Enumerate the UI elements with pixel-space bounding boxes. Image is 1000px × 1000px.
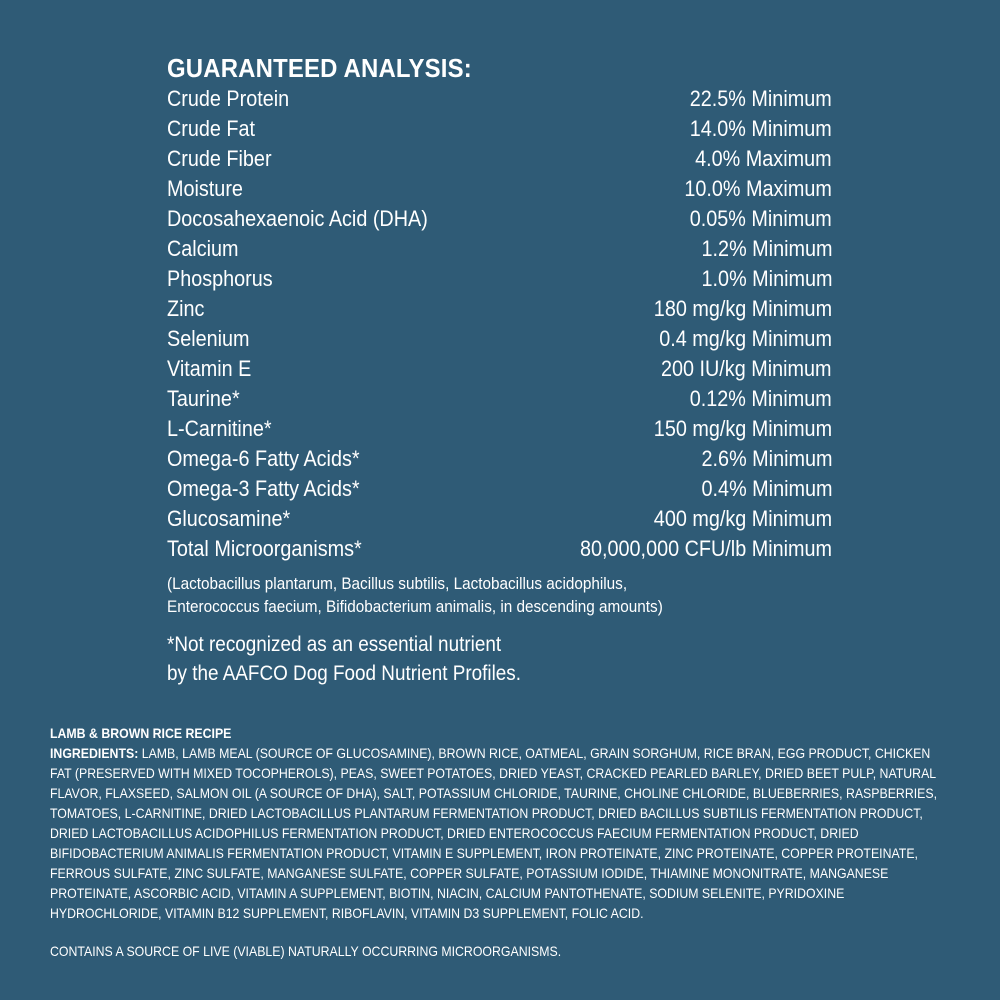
- nutrient-name: Crude Fat: [167, 116, 256, 141]
- nutrient-name: Moisture: [167, 176, 243, 201]
- analysis-row: [167, 144, 832, 174]
- analysis-row: [167, 384, 832, 414]
- analysis-row: [167, 354, 832, 384]
- nutrient-value: 0.4% Minimum: [701, 476, 832, 501]
- analysis-row: [167, 204, 832, 234]
- ingredients-line: HYDROCHLORIDE, VITAMIN B12 SUPPLEMENT, RIBOFLAVIN, VITAMIN D3 SUPPLEMENT, FOLIC ACID.: [50, 905, 644, 921]
- recipe-title: LAMB & BROWN RICE RECIPE: [50, 725, 232, 741]
- nutrient-value: 10.0% Maximum: [684, 176, 832, 201]
- analysis-row: [167, 534, 832, 564]
- analysis-title: GUARANTEED ANALYSIS:: [167, 53, 472, 83]
- nutrient-name: Taurine*: [167, 386, 240, 411]
- nutrient-value: 0.4 mg/kg Minimum: [659, 326, 832, 351]
- nutrient-value: 180 mg/kg Minimum: [653, 296, 832, 321]
- analysis-row: [167, 234, 832, 264]
- analysis-row: [167, 174, 832, 204]
- nutrient-value: 1.2% Minimum: [701, 236, 832, 261]
- analysis-row: [167, 324, 832, 354]
- recipe-text-block: [50, 723, 939, 961]
- nutrient-value: 0.12% Minimum: [690, 386, 832, 411]
- ingredients-text: LAMB, LAMB MEAL (SOURCE OF GLUCOSAMINE), BROWN RICE, OATMEAL, GRAIN SORGHUM, RICE BRAN, EGG PRODUCT, CHICKEN: [138, 745, 931, 761]
- nutrient-name: Docosahexaenoic Acid (DHA): [167, 206, 428, 231]
- nutrient-name: Crude Fiber: [167, 146, 272, 171]
- nutrient-name: L-Carnitine*: [167, 416, 272, 441]
- nutrient-name: Phosphorus: [167, 266, 273, 291]
- microorganism-note-line: Enterococcus faecium, Bifidobacterium animalis, in descending amounts): [167, 597, 663, 616]
- analysis-row: [167, 294, 832, 324]
- nutrient-value: 0.05% Minimum: [690, 206, 832, 231]
- analysis-row: [167, 114, 832, 144]
- footnote-line: *Not recognized as an essential nutrient: [167, 633, 502, 656]
- analysis-row: [167, 414, 832, 444]
- nutrient-value: 14.0% Minimum: [690, 116, 832, 141]
- ingredients-line: FAT (PRESERVED WITH MIXED TOCOPHEROLS), PEAS, SWEET POTATOES, DRIED YEAST, CRACKED PEARLED BARLEY, DRIED BEET PULP, NATURAL: [50, 765, 937, 781]
- nutrient-value: 2.6% Minimum: [701, 446, 832, 471]
- ingredients-line: BIFIDOBACTERIUM ANIMALIS FERMENTATION PRODUCT, VITAMIN E SUPPLEMENT, IRON PROTEINATE, ZINC PROTEINATE, COPPER PROTEINATE,: [50, 845, 918, 861]
- ingredients-line: TOMATOES, L-CARNITINE, DRIED LACTOBACILLUS PLANTARUM FERMENTATION PRODUCT, DRIED BACILLUS SUBTILIS FERMENTATION PRODUCT,: [50, 805, 923, 821]
- nutrient-name: Calcium: [167, 236, 239, 261]
- analysis-row: [167, 504, 832, 534]
- live-microorganisms-statement: CONTAINS A SOURCE OF LIVE (VIABLE) NATURALLY OCCURRING MICROORGANISMS.: [50, 943, 562, 959]
- analysis-row: [167, 84, 832, 114]
- guaranteed-analysis-panel: [167, 52, 832, 688]
- ingredients-label: INGREDIENTS:: [50, 745, 139, 761]
- nutrient-name: Vitamin E: [167, 356, 252, 381]
- nutrient-value: 400 mg/kg Minimum: [653, 506, 832, 531]
- nutrient-name: Glucosamine*: [167, 506, 291, 531]
- analysis-row: [167, 444, 832, 474]
- microorganism-note: [167, 572, 766, 618]
- nutrient-name: Crude Protein: [167, 86, 290, 111]
- nutrient-value: 4.0% Maximum: [695, 146, 832, 171]
- nutrient-value: 150 mg/kg Minimum: [653, 416, 832, 441]
- analysis-row: [167, 474, 832, 504]
- aafco-footnote: [167, 630, 766, 688]
- ingredients-line: [50, 743, 939, 763]
- microorganism-note-line: (Lactobacillus plantarum, Bacillus subtilis, Lactobacillus acidophilus,: [167, 574, 628, 593]
- nutrient-value: 200 IU/kg Minimum: [661, 356, 832, 381]
- nutrient-value: 1.0% Minimum: [701, 266, 832, 291]
- ingredients-line: FLAVOR, FLAXSEED, SALMON OIL (A SOURCE OF DHA), SALT, POTASSIUM CHLORIDE, TAURINE, CHOLINE CHLORIDE, BLUEBERRIES, RASPBERRIES,: [50, 785, 938, 801]
- ingredients-line: FERROUS SULFATE, ZINC SULFATE, MANGANESE SULFATE, COPPER SULFATE, POTASSIUM IODIDE, THIAMINE MONONITRATE, MANGANESE: [50, 865, 889, 881]
- nutrient-value: 22.5% Minimum: [690, 86, 832, 111]
- nutrient-name: Selenium: [167, 326, 250, 351]
- nutrient-name: Zinc: [167, 296, 205, 321]
- nutrient-name: Omega-6 Fatty Acids*: [167, 446, 360, 471]
- recipe-section: [50, 723, 950, 961]
- ingredients-line: DRIED LACTOBACILLUS ACIDOPHILUS FERMENTATION PRODUCT, DRIED ENTEROCOCCUS FAECIUM FERMENTATION PRODUCT, DRIED: [50, 825, 859, 841]
- footnote-line: by the AAFCO Dog Food Nutrient Profiles.: [167, 662, 522, 685]
- analysis-table: [167, 84, 832, 564]
- ingredients-list: [50, 743, 939, 923]
- nutrient-value: 80,000,000 CFU/lb Minimum: [579, 536, 832, 561]
- nutrient-name: Total Microorganisms*: [167, 536, 362, 561]
- analysis-row: [167, 264, 832, 294]
- nutrient-name: Omega-3 Fatty Acids*: [167, 476, 360, 501]
- ingredients-line: PROTEINATE, ASCORBIC ACID, VITAMIN A SUPPLEMENT, BIOTIN, NIACIN, CALCIUM PANTOTHENATE, SODIUM SELENITE, PYRIDOXINE: [50, 885, 845, 901]
